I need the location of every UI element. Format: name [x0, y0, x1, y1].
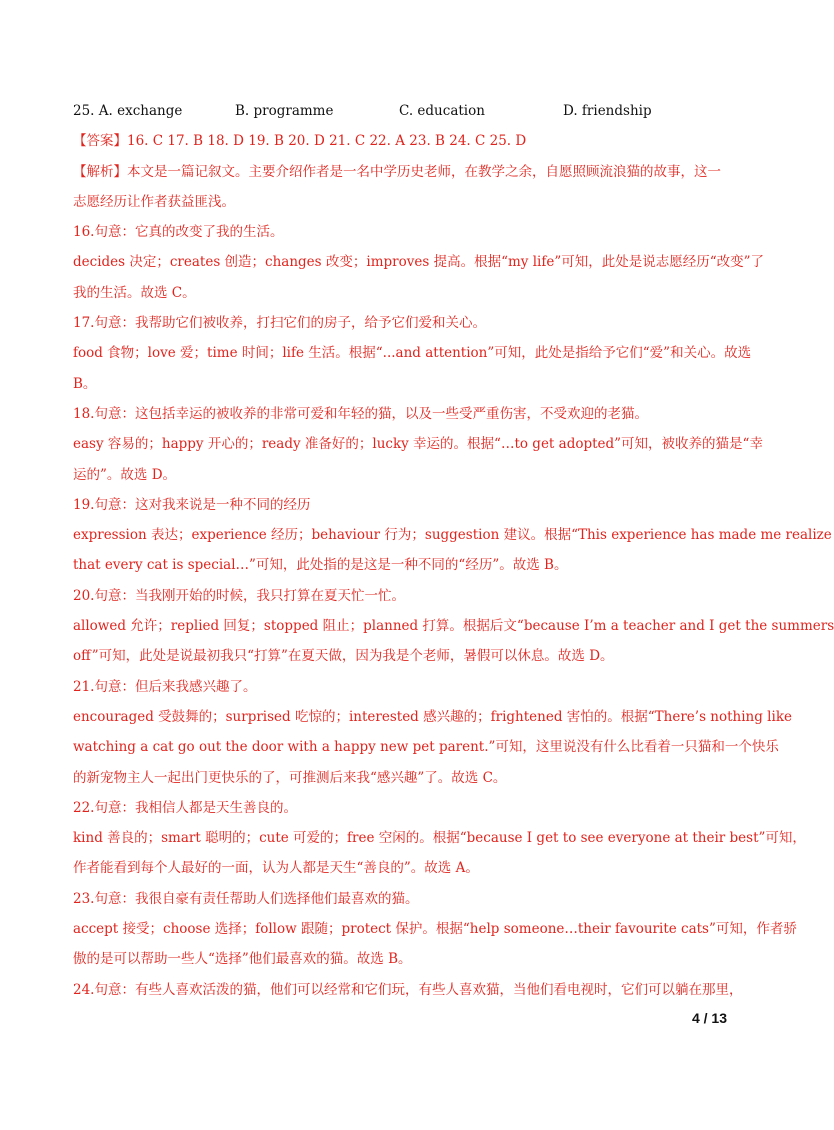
item-explanation-line: allowed 允许；replied 回复；stopped 阻止；planned 打算。根据后文“because I’m a teacher and I get the summers [73, 618, 834, 635]
item-explanation-line: food 食物；love 爱；time 时间；life 生活。根据“...and attention”可知，此处是指给予它们“爱”和关心。故选 [73, 345, 752, 362]
analysis-line: 【解析】本文是一篇记叙文。主要介绍作者是一名中学历史老师，在教学之余，自愿照顾流浪猫的故事，这一 [73, 163, 721, 180]
answer-analysis-section [73, 96, 834, 1005]
item-explanation-line: 作者能看到每个人最好的一面，认为人都是天生“善良的”。故选 A。 [73, 860, 479, 877]
question-25-options [73, 96, 733, 126]
item-meaning: 18.句意：这包括幸运的被收养的非常可爱和年轻的猫，以及一些受严重伤害，不受欢迎的老猫。 [73, 405, 648, 422]
answer-key-line: 【答案】16. C 17. B 18. D 19. B 20. D 21. C 22. A 23. B 24. C 25. D [73, 133, 527, 150]
item-explanation-line: that every cat is special…”可知，此处指的是这是一种不同的“经历”。故选 B。 [73, 557, 568, 574]
item-explanation-line: off”可知，此处是说最初我只“打算”在夏天做，因为我是个老师，暑假可以休息。故选 D。 [73, 648, 614, 665]
item-explanation-line: easy 容易的；happy 开心的；ready 准备好的；lucky 幸运的。根据“…to get adopted”可知，被收养的猫是“幸 [73, 436, 763, 453]
item-explanation-line: encouraged 受鼓舞的；surprised 吃惊的；interested 感兴趣的；frightened 害怕的。根据“There’s nothing like [73, 708, 792, 725]
option-a: 25. A. exchange [73, 103, 183, 119]
item-meaning: 22.句意：我相信人都是天生善良的。 [73, 799, 297, 816]
option-d: D. friendship [563, 103, 652, 119]
item-meaning: 21.句意：但后来我感兴趣了。 [73, 678, 257, 695]
item-explanation-line: accept 接受；choose 选择；follow 跟随；protect 保护。根据“help someone…their favourite cats”可知，作者骄 [73, 921, 797, 938]
item-explanation-line: 的新宠物主人一起出门更快乐的了，可推测后来我“感兴趣”了。故选 C。 [73, 769, 507, 786]
item-meaning: 16.句意：它真的改变了我的生活。 [73, 224, 284, 241]
item-explanation-line: 运的”。故选 D。 [73, 466, 177, 483]
item-explanations [73, 217, 834, 1005]
item-explanation-line: decides 决定；creates 创造；changes 改变；improves 提高。根据“my life”可知，此处是说志愿经历“改变”了 [73, 254, 765, 271]
item-explanation-line: B。 [73, 375, 97, 392]
item-meaning: 23.句意：我很自豪有责任帮助人们选择他们最喜欢的猫。 [73, 890, 419, 907]
item-meaning: 17.句意：我帮助它们被收养，打扫它们的房子，给予它们爱和关心。 [73, 315, 486, 332]
item-meaning: 24.句意：有些人喜欢活泼的猫，他们可以经常和它们玩，有些人喜欢猫，当他们看电视时，它们可以躺在那里， [73, 981, 743, 998]
item-explanation-line: watching a cat go out the door with a happy new pet parent.”可知，这里说没有什么比看着一只猫和一个快乐 [73, 739, 779, 756]
option-c: C. education [399, 103, 485, 119]
item-explanation-line: 傲的是可以帮助一些人“选择”他们最喜欢的猫。故选 B。 [73, 951, 412, 968]
option-b: B. programme [235, 103, 334, 119]
item-meaning: 20.句意：当我刚开始的时候，我只打算在夏天忙一忙。 [73, 587, 405, 604]
item-meaning: 19.句意：这对我来说是一种不同的经历 [73, 496, 311, 513]
analysis-line: 志愿经历让作者获益匪浅。 [73, 193, 235, 210]
item-explanation-line: 我的生活。故选 C。 [73, 284, 196, 301]
item-explanation-line: kind 善良的；smart 聪明的；cute 可爱的；free 空闲的。根据“because I get to see everyone at their best”可知， [73, 830, 806, 847]
item-explanation-line: expression 表达；experience 经历；behaviour 行为；suggestion 建议。根据“This experience has made me realize [73, 527, 832, 544]
page-number: 4 / 13 [691, 1010, 727, 1026]
